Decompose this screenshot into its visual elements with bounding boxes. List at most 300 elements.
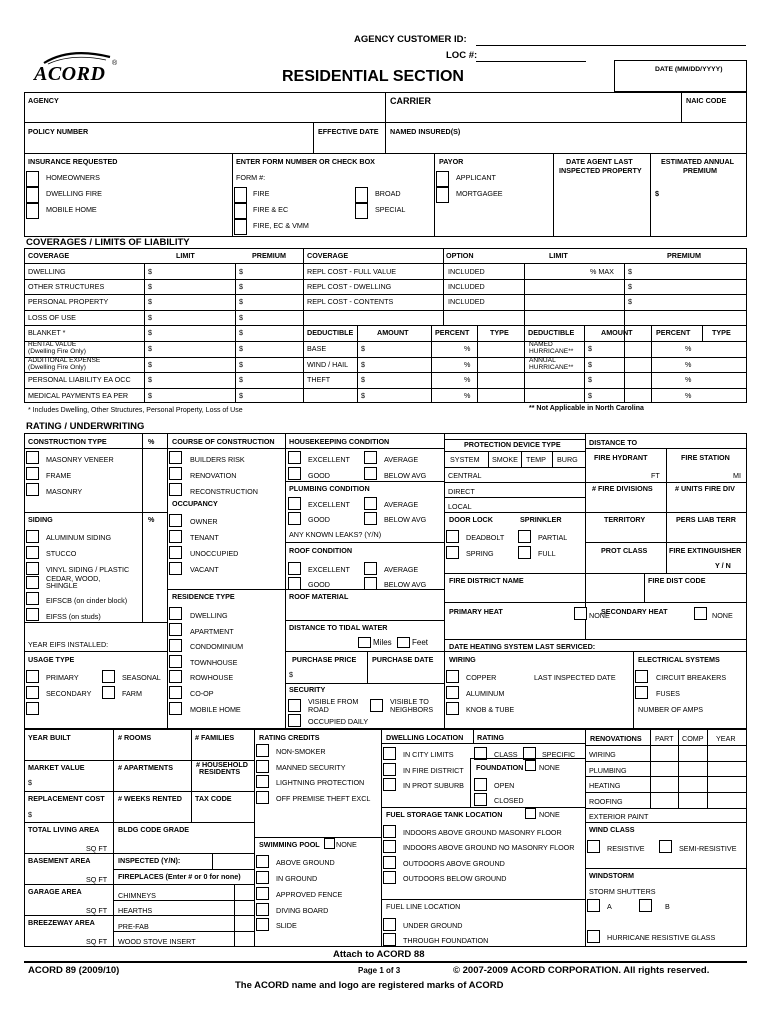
fire-extinguisher-yn: Y / N <box>715 561 731 570</box>
visible-neighbors-checkbox[interactable] <box>370 699 383 712</box>
sprinkler-label: SPRINKLER <box>520 515 562 524</box>
fuses-checkbox[interactable] <box>635 686 648 699</box>
cov-row-medical-payments: MEDICAL PAYMENTS EA PER <box>28 391 129 400</box>
cov-limit-dollar: $ <box>148 344 152 353</box>
pl-average-checkbox[interactable] <box>364 497 377 510</box>
outdoors-above-checkbox[interactable] <box>383 856 396 869</box>
through-foundation-label: THROUGH FOUNDATION <box>403 936 489 945</box>
in-city-limits-checkbox[interactable] <box>383 747 396 760</box>
number-of-amps-label: NUMBER OF AMPS <box>638 705 704 714</box>
last-inspected-label: LAST INSPECTED DATE <box>534 673 616 682</box>
eifss-label: EIFSS (on studs) <box>46 612 101 621</box>
named-insureds-label: NAMED INSURED(S) <box>390 127 461 136</box>
acord-logo <box>30 49 120 87</box>
in-ground-checkbox[interactable] <box>256 871 269 884</box>
replacement-cost-label: REPLACEMENT COST <box>28 794 105 803</box>
basement-area-label: BASEMENT AREA <box>28 856 91 865</box>
unoccupied-label: UNOCCUPIED <box>190 549 239 558</box>
foundation-open-checkbox[interactable] <box>474 778 487 791</box>
homeowners-label: HOMEOWNERS <box>46 173 100 182</box>
rf-good-label: GOOD <box>308 580 330 589</box>
ded2-pct: % <box>685 391 692 400</box>
tenant-checkbox[interactable] <box>169 530 182 543</box>
coverage-footnote-1: * Includes Dwelling, Other Structures, Personal Property, Loss of Use <box>28 407 243 414</box>
agency-label: AGENCY <box>28 96 59 105</box>
pl-below-avg-label: BELOW AVG <box>384 515 427 524</box>
ded2-dollar: $ <box>588 344 592 353</box>
fire-extinguisher-label: FIRE EXTINGUISHER <box>669 546 742 555</box>
rooms-label: # ROOMS <box>118 733 152 742</box>
through-foundation-checkbox[interactable] <box>383 933 396 946</box>
reno-heating-label: HEATING <box>589 781 621 790</box>
reconstruction-label: RECONSTRUCTION <box>190 487 258 496</box>
farm-checkbox[interactable] <box>102 686 115 699</box>
slide-checkbox[interactable] <box>256 918 269 931</box>
total-living-area-label: TOTAL LIVING AREA <box>28 825 100 834</box>
aluminum-wiring-checkbox[interactable] <box>446 686 459 699</box>
territory-label: TERRITORY <box>604 515 646 524</box>
chimneys-label: CHIMNEYS <box>118 891 156 900</box>
fire-ec-checkbox[interactable] <box>234 203 247 219</box>
effective-date-label: EFFECTIVE DATE <box>318 127 379 136</box>
masonry-veneer-checkbox[interactable] <box>26 451 39 464</box>
temp-label: TEMP <box>526 455 546 464</box>
ded-dollar: $ <box>361 391 365 400</box>
diving-board-label: DIVING BOARD <box>276 906 329 915</box>
occupied-daily-checkbox[interactable] <box>288 714 301 727</box>
primary-heat-label: PRIMARY HEAT <box>449 607 503 616</box>
ded2-dollar: $ <box>588 360 592 369</box>
secondary-heat-none-label: NONE <box>712 611 733 620</box>
pool-none-checkbox[interactable] <box>324 838 335 849</box>
ded-pct: % <box>464 391 471 400</box>
mortgagee-checkbox[interactable] <box>436 187 449 203</box>
garage-area-sqft: SQ FT <box>86 906 108 915</box>
insurance-requested-label: INSURANCE REQUESTED <box>28 157 118 166</box>
market-value-label: MARKET VALUE <box>28 763 85 772</box>
cov-col-option: OPTION <box>446 251 474 260</box>
included-1: INCLUDED <box>448 267 485 276</box>
reno-wiring-label: WIRING <box>589 750 616 759</box>
cov-row-rental-value: RENTAL VALUE <box>28 341 77 348</box>
renovation-checkbox[interactable] <box>169 467 182 480</box>
ded-dollar: $ <box>361 344 365 353</box>
aluminum-siding-label: ALUMINUM SIDING <box>46 533 112 542</box>
seasonal-checkbox[interactable] <box>102 670 115 683</box>
hk-below-avg-checkbox[interactable] <box>364 467 377 480</box>
distance-to-label: DISTANCE TO <box>589 438 638 447</box>
rf-excellent-label: EXCELLENT <box>308 565 350 574</box>
full-sprinkler-checkbox[interactable] <box>518 546 531 559</box>
copper-checkbox[interactable] <box>446 670 459 683</box>
living-area-sqft: SQ FT <box>86 844 108 853</box>
dwelling-location-label: DWELLING LOCATION <box>386 733 464 742</box>
unoccupied-checkbox[interactable] <box>169 546 182 559</box>
mobile-home-checkbox[interactable] <box>26 203 39 219</box>
stucco-checkbox[interactable] <box>26 546 39 559</box>
ded-pct: % <box>464 375 471 384</box>
homeowners-checkbox[interactable] <box>26 171 39 187</box>
hk-average-checkbox[interactable] <box>364 451 377 464</box>
semi-resistive-label: SEMI-RESISTIVE <box>679 844 737 853</box>
above-ground-checkbox[interactable] <box>256 855 269 868</box>
in-prot-suburb-label: IN PROT SUBURB <box>403 781 464 790</box>
carrier-label: CARRIER <box>390 96 432 106</box>
bldg-code-grade-label: BLDG CODE GRADE <box>118 825 190 834</box>
ded2-dollar: $ <box>588 391 592 400</box>
date-agent-last-label: DATE AGENT LAST <box>566 157 633 166</box>
off-premise-checkbox[interactable] <box>256 791 269 804</box>
fire-ec-label: FIRE & EC <box>253 205 289 214</box>
partial-sprinkler-checkbox[interactable] <box>518 530 531 543</box>
pl-excellent-checkbox[interactable] <box>288 497 301 510</box>
coop-label: CO-OP <box>190 689 214 698</box>
foundation-closed-checkbox[interactable] <box>474 793 487 806</box>
hk-good-label: GOOD <box>308 471 330 480</box>
smoke-label: SMOKE <box>492 455 518 464</box>
housekeeping-label: HOUSEKEEPING CONDITION <box>289 437 390 446</box>
secondary-heat-none-checkbox[interactable] <box>694 607 707 620</box>
cov-premium-dollar: $ <box>239 328 243 337</box>
amount-header: AMOUNT <box>377 328 409 337</box>
system-label: SYSTEM <box>450 455 480 464</box>
dwelling-res-label: DWELLING <box>190 611 228 620</box>
foundation-none-checkbox[interactable] <box>525 760 536 771</box>
special-checkbox[interactable] <box>355 203 368 219</box>
option-premium-dollar: $ <box>628 297 632 306</box>
deadbolt-checkbox[interactable] <box>446 530 459 543</box>
attach-note: Attach to ACORD 88 <box>333 949 425 960</box>
visible-neighbors-2: NEIGHBORS <box>390 705 434 714</box>
shutters-a-checkbox[interactable] <box>587 899 600 912</box>
household-residents-2: RESIDENTS <box>199 767 241 776</box>
burg-label: BURG <box>557 455 578 464</box>
pl-average-label: AVERAGE <box>384 500 419 509</box>
mobile-home-res-checkbox[interactable] <box>169 702 182 715</box>
class-rating-label: CLASS <box>494 750 518 759</box>
option-premium-dollar: $ <box>628 282 632 291</box>
apartment-label: APARTMENT <box>190 627 234 636</box>
cov-premium-dollar: $ <box>239 391 243 400</box>
distance-tidal-label: DISTANCE TO TIDAL WATER <box>289 623 388 632</box>
spring-lock-label: SPRING <box>466 549 494 558</box>
siding-pct-label: % <box>148 515 155 524</box>
cov-col-coverage: COVERAGE <box>28 251 70 260</box>
mortgagee-label: MORTGAGEE <box>456 189 503 198</box>
foundation-open-label: OPEN <box>494 781 515 790</box>
in-prot-suburb-checkbox[interactable] <box>383 778 396 791</box>
amount-header-2: AMOUNT <box>601 328 633 337</box>
coop-checkbox[interactable] <box>169 686 182 699</box>
shutters-b-label: B <box>665 902 670 911</box>
knob-tube-checkbox[interactable] <box>446 702 459 715</box>
frame-checkbox[interactable] <box>26 467 39 480</box>
fireplaces-label: FIREPLACES (Enter # or 0 for none) <box>118 872 241 881</box>
named-hurricane-2: HURRICANE** <box>529 348 574 355</box>
slide-label: SLIDE <box>276 921 297 930</box>
hurricane-glass-label: HURRICANE RESISTIVE GLASS <box>607 933 716 942</box>
lightning-label: LIGHTNING PROTECTION <box>276 778 365 787</box>
reno-exterior-paint-label: EXTERIOR PAINT <box>589 812 649 821</box>
replacement-cost-dollar: $ <box>28 810 32 819</box>
owner-checkbox[interactable] <box>169 514 182 527</box>
cov-row-personal-liability: PERSONAL LIABILITY EA OCC <box>28 375 131 384</box>
ded2-pct: % <box>685 344 692 353</box>
approved-fence-label: APPROVED FENCE <box>276 890 343 899</box>
repl-contents: REPL COST - CONTENTS <box>307 297 394 306</box>
dwelling-res-checkbox[interactable] <box>169 607 182 620</box>
cov-limit-dollar: $ <box>148 375 152 384</box>
vacant-checkbox[interactable] <box>169 562 182 575</box>
indoors-no-masonry-checkbox[interactable] <box>383 840 396 853</box>
pl-good-checkbox[interactable] <box>288 512 301 525</box>
purchase-price-dollar: $ <box>289 670 293 679</box>
pl-good-label: GOOD <box>308 515 330 524</box>
wind-class-label: WIND CLASS <box>589 825 635 834</box>
secondary-usage-checkbox[interactable] <box>26 686 39 699</box>
applicant-label: APPLICANT <box>456 173 496 182</box>
hk-good-checkbox[interactable] <box>288 467 301 480</box>
primary-usage-checkbox[interactable] <box>26 670 39 683</box>
occupied-daily-label: OCCUPIED DAILY <box>308 717 369 726</box>
location-rating-label: RATING <box>477 733 505 742</box>
type-header-2: TYPE <box>712 328 731 337</box>
semi-resistive-checkbox[interactable] <box>659 840 672 853</box>
mobile-home-label: MOBILE HOME <box>46 205 97 214</box>
cov-limit-dollar: $ <box>148 328 152 337</box>
primary-heat-none-checkbox[interactable] <box>574 607 587 620</box>
cov-limit-dollar: $ <box>148 391 152 400</box>
cov-row-rental-note: (Dwelling Fire Only) <box>28 348 86 355</box>
dwelling-fire-checkbox[interactable] <box>26 187 39 203</box>
cov-col-coverage-2: COVERAGE <box>307 251 349 260</box>
non-smoker-checkbox[interactable] <box>256 744 269 757</box>
electrical-systems-label: ELECTRICAL SYSTEMS <box>638 655 720 664</box>
shutters-b-checkbox[interactable] <box>639 899 652 912</box>
fire-ec-vmm-checkbox[interactable] <box>234 219 247 235</box>
eifscb-checkbox[interactable] <box>26 592 39 605</box>
secondary-heat-label: SECONDARY HEAT <box>601 607 668 616</box>
agency-customer-id-label: AGENCY CUSTOMER ID: <box>354 34 467 45</box>
repl-full-value: REPL COST - FULL VALUE <box>307 267 397 276</box>
swimming-pool-label: SWIMMING POOL <box>259 840 320 849</box>
in-city-limits-label: IN CITY LIMITS <box>403 750 454 759</box>
rating-credits-label: RATING CREDITS <box>259 733 320 742</box>
miles-label: Miles <box>373 638 392 647</box>
pct-max: % MAX <box>590 267 614 276</box>
date-field[interactable] <box>614 60 747 92</box>
under-ground-checkbox[interactable] <box>383 918 396 931</box>
in-ground-label: IN GROUND <box>276 874 318 883</box>
cov-premium-dollar: $ <box>239 344 243 353</box>
masonry-veneer-label: MASONRY VENEER <box>46 455 114 464</box>
resistive-checkbox[interactable] <box>587 840 600 853</box>
in-fire-district-checkbox[interactable] <box>383 763 396 776</box>
date-label: DATE (MM/DD/YYYY) <box>655 66 723 73</box>
agency-customer-id-line[interactable] <box>476 45 746 46</box>
pl-excellent-label: EXCELLENT <box>308 500 350 509</box>
year-label: YEAR <box>716 734 736 743</box>
acord-logo-text: ACORD <box>34 63 106 85</box>
wood-stove-label: WOOD STOVE INSERT <box>118 937 196 946</box>
vinyl-siding-checkbox[interactable] <box>26 562 39 575</box>
usage-other-checkbox[interactable] <box>26 702 39 715</box>
cov-row-additional-expense: ADDITIONAL EXPENSE <box>28 357 101 364</box>
central-label: CENTRAL <box>448 471 482 480</box>
rowhouse-checkbox[interactable] <box>169 670 182 683</box>
included-2: INCLUDED <box>448 282 485 291</box>
garage-area-label: GARAGE AREA <box>28 887 82 896</box>
primary-heat-none-label: NONE <box>589 611 610 620</box>
applicant-checkbox[interactable] <box>436 171 449 187</box>
primary-usage-label: PRIMARY <box>46 673 79 682</box>
condominium-checkbox[interactable] <box>169 639 182 652</box>
cov-premium-dollar: $ <box>239 282 243 291</box>
inspected-property-label: INSPECTED PROPERTY <box>559 166 642 175</box>
cov-col-premium: PREMIUM <box>252 251 286 260</box>
ded-pct: % <box>464 360 471 369</box>
condominium-label: CONDOMINIUM <box>190 642 244 651</box>
deductible-header: DEDUCTIBLE <box>307 328 354 337</box>
type-header: TYPE <box>490 328 509 337</box>
seasonal-label: SEASONAL <box>122 673 161 682</box>
renovations-label: RENOVATIONS <box>590 734 642 743</box>
cov-row-dwelling: DWELLING <box>28 267 66 276</box>
special-label: SPECIAL <box>375 205 406 214</box>
cov-col-limit: LIMIT <box>176 251 195 260</box>
pool-none-label: NONE <box>336 840 357 849</box>
foundation-none-label: NONE <box>539 763 560 772</box>
builders-risk-label: BUILDERS RISK <box>190 455 245 464</box>
eifss-checkbox[interactable] <box>26 608 39 621</box>
cov-limit-dollar: $ <box>148 282 152 291</box>
cedar-wood-checkbox[interactable] <box>26 576 39 589</box>
owner-label: OWNER <box>190 517 218 526</box>
fire-station-label: FIRE STATION <box>681 453 730 462</box>
indoors-masonry-label: INDOORS ABOVE GROUND MASONRY FLOOR <box>403 828 562 837</box>
fire-district-name-label: FIRE DISTRICT NAME <box>449 576 524 585</box>
tax-code-label: TAX CODE <box>195 794 232 803</box>
repl-dwelling: REPL COST - DWELLING <box>307 282 392 291</box>
construction-pct-label: % <box>148 437 155 446</box>
deductible-header-2: DEDUCTIBLE <box>528 328 575 337</box>
apartments-label: # APARTMENTS <box>118 763 174 772</box>
shutters-a-label: A <box>607 902 612 911</box>
circuit-breakers-checkbox[interactable] <box>635 670 648 683</box>
reno-plumbing-label: PLUMBING <box>589 766 627 775</box>
eifscb-label: EIFSCB (on cinder block) <box>46 596 128 605</box>
outdoors-above-label: OUTDOORS ABOVE GROUND <box>403 859 505 868</box>
weeks-rented-label: # WEEKS RENTED <box>118 794 182 803</box>
partial-sprinkler-label: PARTIAL <box>538 533 568 542</box>
frame-label: FRAME <box>46 471 72 480</box>
fuel-line-location-label: FUEL LINE LOCATION <box>386 902 461 911</box>
registered-marks: The ACORD name and logo are registered marks of ACORD <box>235 980 504 991</box>
fire-dist-code-label: FIRE DIST CODE <box>648 576 706 585</box>
manned-security-checkbox[interactable] <box>256 760 269 773</box>
direct-label: DIRECT <box>448 487 475 496</box>
masonry-label: MASONRY <box>46 487 83 496</box>
townhouse-checkbox[interactable] <box>169 655 182 668</box>
form-id: ACORD 89 (2009/10) <box>28 965 120 976</box>
feet-label: Feet <box>412 638 429 647</box>
knob-tube-label: KNOB & TUBE <box>466 705 515 714</box>
security-label: SECURITY <box>289 685 326 694</box>
purchase-price-label: PURCHASE PRICE <box>292 655 357 664</box>
indoors-masonry-checkbox[interactable] <box>383 825 396 838</box>
percent-header: PERCENT <box>435 328 470 337</box>
builders-risk-checkbox[interactable] <box>169 451 182 464</box>
visible-road-checkbox[interactable] <box>288 699 301 712</box>
hk-below-avg-label: BELOW AVG <box>384 471 427 480</box>
deadbolt-label: DEADBOLT <box>466 533 505 542</box>
loc-line[interactable] <box>476 61 586 62</box>
renovation-label: RENOVATION <box>190 471 237 480</box>
rowhouse-label: ROWHOUSE <box>190 673 234 682</box>
fuel-tank-label: FUEL STORAGE TANK LOCATION <box>386 810 503 819</box>
fuel-tank-none-label: NONE <box>539 810 560 819</box>
lightning-checkbox[interactable] <box>256 775 269 788</box>
aluminum-siding-checkbox[interactable] <box>26 530 39 543</box>
course-construction-label: COURSE OF CONSTRUCTION <box>172 437 275 446</box>
spring-lock-checkbox[interactable] <box>446 546 459 559</box>
masonry-checkbox[interactable] <box>26 483 39 496</box>
broad-label: BROAD <box>375 189 401 198</box>
feet-checkbox[interactable] <box>397 637 410 648</box>
station-mi-label: MI <box>733 471 741 480</box>
approved-fence-checkbox[interactable] <box>256 887 269 900</box>
naic-code-label: NAIC CODE <box>686 96 727 105</box>
copyright: © 2007-2009 ACORD CORPORATION. All rights reserved. <box>453 965 710 976</box>
fuses-label: FUSES <box>656 689 680 698</box>
outdoors-below-checkbox[interactable] <box>383 871 396 884</box>
ded-base: BASE <box>307 344 327 353</box>
fire-divisions-label: # FIRE DIVISIONS <box>592 484 653 493</box>
cov-limit-dollar: $ <box>148 313 152 322</box>
apartment-checkbox[interactable] <box>169 623 182 636</box>
hurricane-glass-checkbox[interactable] <box>587 930 600 943</box>
visible-neighbors-1: VISIBLE TO <box>390 697 429 706</box>
estimated-premium-label: PREMIUM <box>683 166 717 175</box>
rf-average-checkbox[interactable] <box>364 562 377 575</box>
diving-board-checkbox[interactable] <box>256 903 269 916</box>
loc-label: LOC #: <box>446 50 478 61</box>
broad-checkbox[interactable] <box>355 187 368 203</box>
ded-wind-hail: WIND / HAIL <box>307 360 349 369</box>
fuel-tank-none-checkbox[interactable] <box>525 808 536 819</box>
estimated-annual-label: ESTIMATED ANNUAL <box>661 157 735 166</box>
specific-rating-label: SPECIFIC <box>542 750 576 759</box>
prefab-label: PRE-FAB <box>118 922 149 931</box>
rf-average-label: AVERAGE <box>384 565 419 574</box>
vacant-label: VACANT <box>190 565 219 574</box>
construction-type-label: CONSTRUCTION TYPE <box>28 437 107 446</box>
reconstruction-checkbox[interactable] <box>169 483 182 496</box>
rf-excellent-checkbox[interactable] <box>288 562 301 575</box>
storm-shutters-label: STORM SHUTTERS <box>589 887 656 896</box>
miles-checkbox[interactable] <box>358 637 371 648</box>
cov-row-other-structures: OTHER STRUCTURES <box>28 282 105 291</box>
household-residents-1: # HOUSEHOLD <box>196 760 248 769</box>
wiring-label: WIRING <box>449 655 476 664</box>
cov-row-loss-of-use: LOSS OF USE <box>28 313 76 322</box>
known-leaks-label: ANY KNOWN LEAKS? (Y/N) <box>289 530 382 539</box>
manned-security-label: MANNED SECURITY <box>276 763 346 772</box>
hk-excellent-checkbox[interactable] <box>288 451 301 464</box>
pl-below-avg-checkbox[interactable] <box>364 512 377 525</box>
fire-checkbox[interactable] <box>234 187 247 203</box>
cov-limit-dollar: $ <box>148 360 152 369</box>
